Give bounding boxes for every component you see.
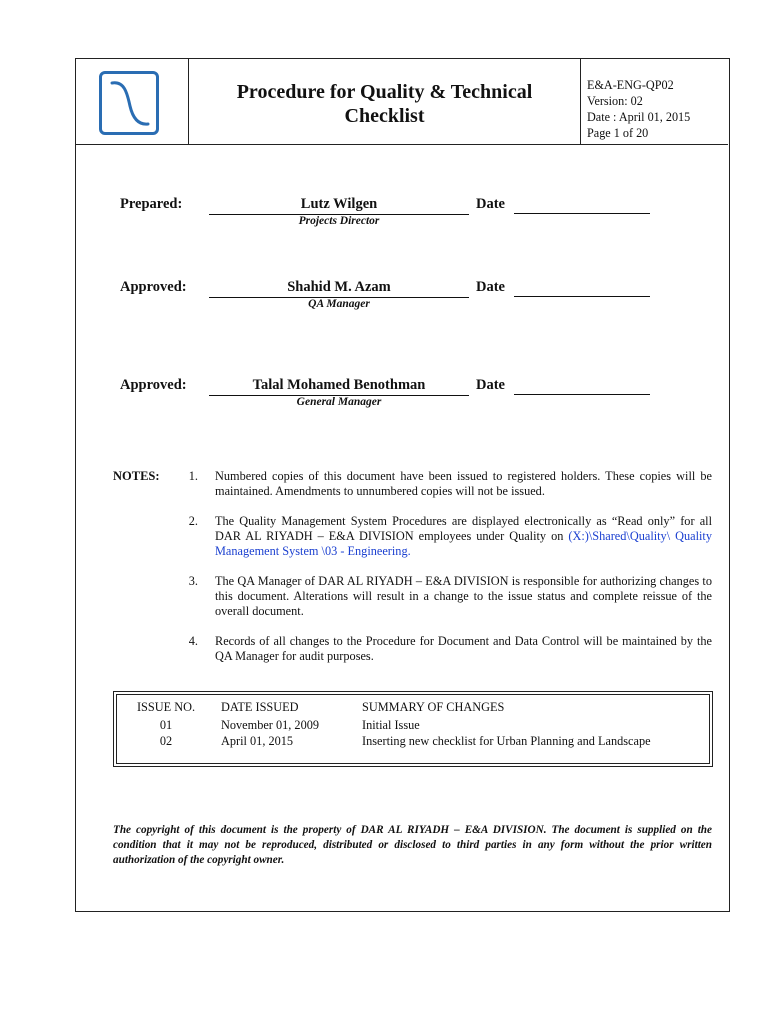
header-issue-no: ISSUE NO. <box>136 700 196 714</box>
note-number: 4. <box>188 634 198 648</box>
company-logo-icon <box>99 71 159 135</box>
note-number: 2. <box>188 514 198 528</box>
row-date-issued: November 01, 2009 <box>221 718 320 732</box>
document-frame <box>75 58 730 912</box>
issue-table-inner <box>116 694 710 764</box>
doc-version: Version: 02 <box>587 94 643 108</box>
document-title: Procedure for Quality & Technical Checklist <box>236 80 533 127</box>
header-date-issued: DATE ISSUED <box>221 700 299 714</box>
note-number: 3. <box>188 574 198 588</box>
row-issue-no: 02 <box>159 734 173 748</box>
note-text-body: The Quality Management System Procedures are displayed electronically as “Read only” for all DAR AL RIYADH – E&A DIVISION employees under Quality on <box>215 514 712 544</box>
date-line <box>514 213 650 214</box>
note-text: Numbered copies of this document have been issued to registered holders. These copies will be maintained. Amendments to unnumbered copies will not be issued. <box>215 469 712 499</box>
date-line <box>514 296 650 297</box>
document-header <box>76 59 728 145</box>
copyright-notice: The copyright of this document is the property of DAR AL RIYADH – E&A DIVISION. The document is supplied on the condition that it may not be reproduced, distributed or disclosed to third parties in any form without the prior written authorization of the copyright owner. <box>113 824 712 866</box>
logo-swoosh <box>102 74 156 132</box>
row-summary: Inserting new checklist for Urban Planning and Landscape <box>362 734 651 748</box>
signer-role: Projects Director <box>298 215 380 227</box>
note-text-tail: . <box>407 544 411 559</box>
notes-label: NOTES: <box>113 469 160 483</box>
date-label: Date <box>476 196 505 212</box>
signature-label: Approved: <box>120 377 187 393</box>
note-number: 1. <box>188 469 198 483</box>
issue-history-table <box>113 691 713 767</box>
document-meta <box>587 77 727 141</box>
signature-label: Prepared: <box>120 196 183 212</box>
note-text <box>215 514 712 560</box>
date-label: Date <box>476 377 505 393</box>
signer-name: Talal Mohamed Benothman <box>209 377 469 396</box>
date-label: Date <box>476 279 505 295</box>
quality-share-link[interactable]: (X:)\Shared\Quality\ Quality Management System \03 - Engineering <box>215 529 712 559</box>
title-cell <box>189 59 581 144</box>
note-text: The QA Manager of DAR AL RIYADH – E&A DIVISION is responsible for authorizing changes to this document. Alterations will result in a change to the issue status and complete reissue of the overall document. <box>215 574 712 619</box>
doc-date: Date : April 01, 2015 <box>587 110 691 124</box>
signer-name: Lutz Wilgen <box>209 196 469 215</box>
row-issue-no: 01 <box>159 718 173 732</box>
signer-name: Shahid M. Azam <box>209 279 469 298</box>
note-text: Records of all changes to the Procedure for Document and Data Control will be maintained by the QA Manager for audit purposes. <box>215 634 712 664</box>
row-summary: Initial Issue <box>362 718 420 732</box>
signature-label: Approved: <box>120 279 187 295</box>
header-summary: SUMMARY OF CHANGES <box>362 700 505 714</box>
signer-role: QA Manager <box>308 298 370 310</box>
logo-cell <box>76 59 189 144</box>
date-line <box>514 394 650 395</box>
row-date-issued: April 01, 2015 <box>221 734 294 748</box>
doc-code: E&A-ENG-QP02 <box>587 78 674 92</box>
signer-role: General Manager <box>296 396 382 408</box>
doc-page: Page 1 of 20 <box>587 126 649 140</box>
